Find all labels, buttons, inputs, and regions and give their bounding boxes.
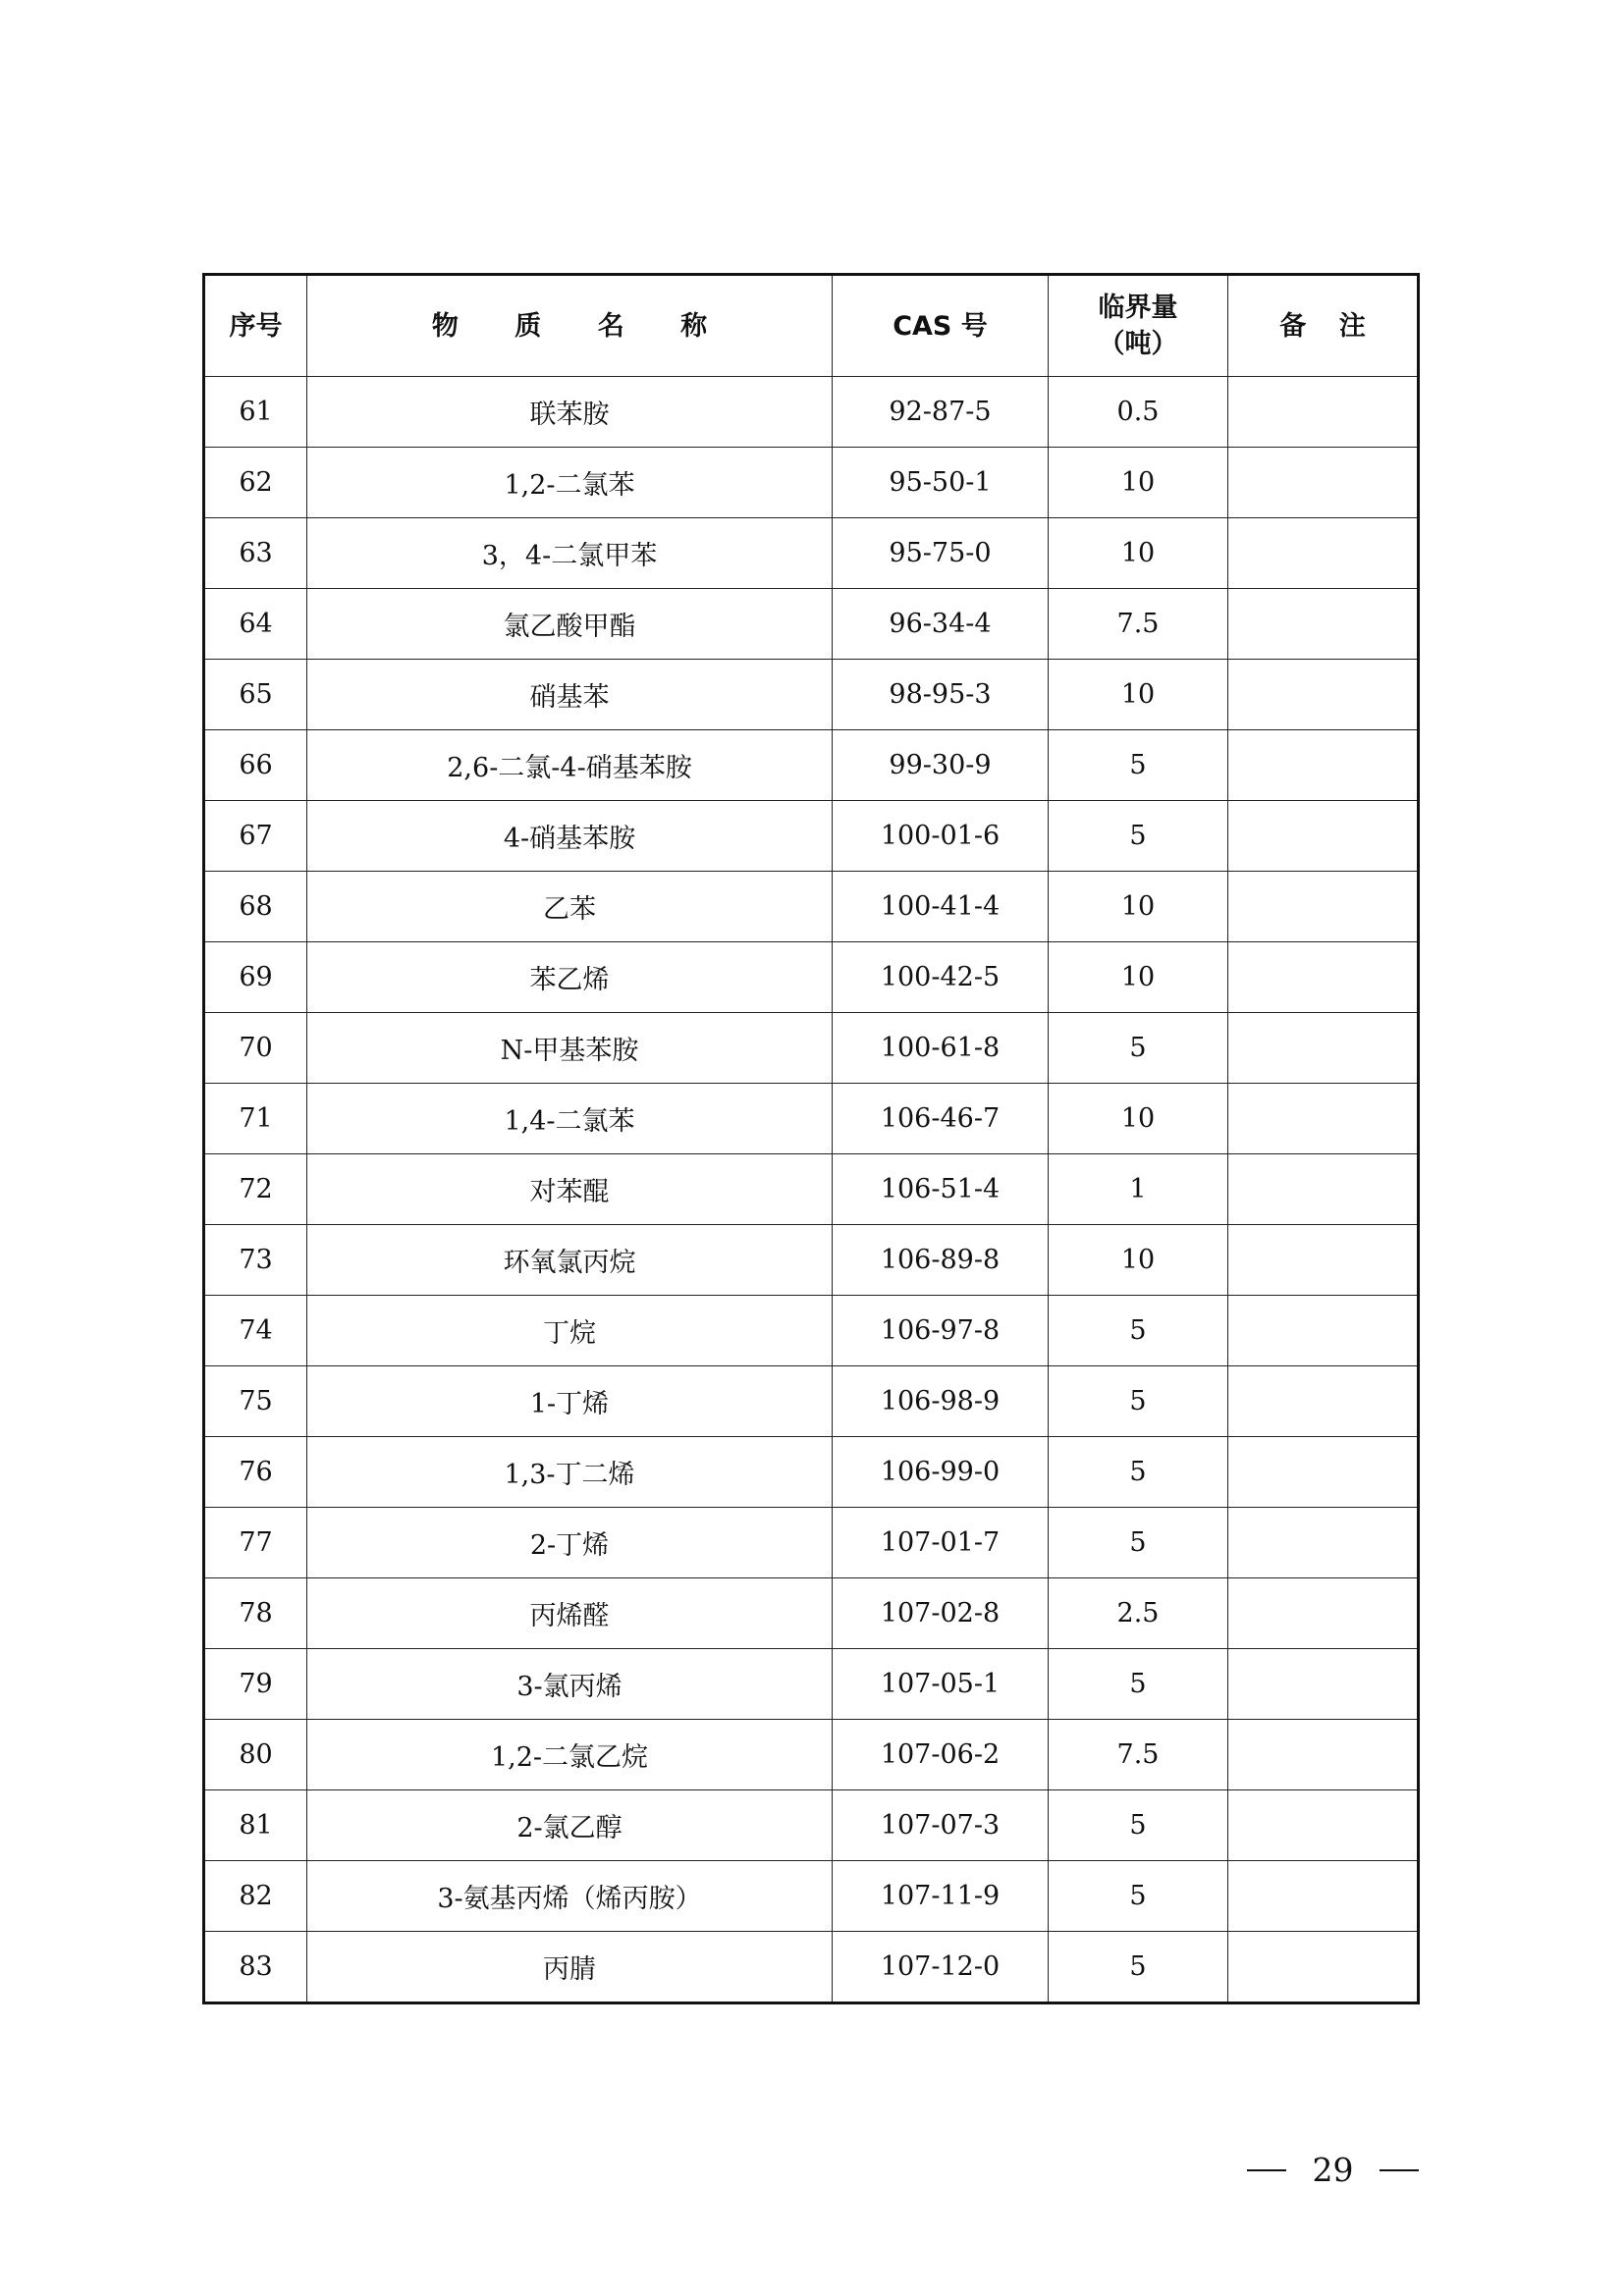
cell-cas-number: 107-06-2 xyxy=(833,1720,1049,1790)
cell-substance-name: 1,2-二氯乙烷 xyxy=(307,1720,833,1790)
cell-threshold-quantity: 5 xyxy=(1049,1013,1228,1084)
cell-no: 83 xyxy=(204,1932,307,2003)
header-threshold-unit: （吨） xyxy=(1098,329,1178,359)
cell-threshold-quantity: 10 xyxy=(1049,448,1228,518)
cell-cas-number: 106-51-4 xyxy=(833,1154,1049,1225)
cell-threshold-quantity: 5 xyxy=(1049,1790,1228,1861)
cell-cas-number: 107-02-8 xyxy=(833,1578,1049,1649)
cell-threshold-quantity: 1 xyxy=(1049,1154,1228,1225)
cell-note xyxy=(1228,801,1419,872)
cell-note xyxy=(1228,1084,1419,1154)
cell-no: 61 xyxy=(204,377,307,448)
cell-note xyxy=(1228,872,1419,942)
cell-substance-name: 环氧氯丙烷 xyxy=(307,1225,833,1296)
table-row xyxy=(204,1225,1419,1296)
cell-no: 67 xyxy=(204,801,307,872)
table-row xyxy=(204,1437,1419,1508)
table-row xyxy=(204,942,1419,1013)
cell-substance-name: 1-丁烯 xyxy=(307,1366,833,1437)
cell-cas-number: 107-01-7 xyxy=(833,1508,1049,1578)
cell-note xyxy=(1228,1296,1419,1366)
cell-note xyxy=(1228,660,1419,730)
table-row xyxy=(204,730,1419,801)
table-row xyxy=(204,801,1419,872)
cell-no: 78 xyxy=(204,1578,307,1649)
cell-cas-number: 107-11-9 xyxy=(833,1861,1049,1932)
table-row xyxy=(204,1861,1419,1932)
cell-no: 75 xyxy=(204,1366,307,1437)
cell-note xyxy=(1228,1508,1419,1578)
page-footer xyxy=(1247,2151,1419,2189)
cell-no: 80 xyxy=(204,1720,307,1790)
cell-cas-number: 107-12-0 xyxy=(833,1932,1049,2003)
cell-threshold-quantity: 5 xyxy=(1049,730,1228,801)
cell-threshold-quantity: 7.5 xyxy=(1049,1720,1228,1790)
cell-no: 64 xyxy=(204,589,307,660)
cell-threshold-quantity: 5 xyxy=(1049,801,1228,872)
page-number: 29 xyxy=(1312,2151,1354,2189)
table-row xyxy=(204,1154,1419,1225)
table-row xyxy=(204,448,1419,518)
cell-note xyxy=(1228,1720,1419,1790)
cell-note xyxy=(1228,1861,1419,1932)
table-row xyxy=(204,1720,1419,1790)
cell-cas-number: 95-50-1 xyxy=(833,448,1049,518)
cell-substance-name: 丙腈 xyxy=(307,1932,833,2003)
cell-threshold-quantity: 5 xyxy=(1049,1861,1228,1932)
cell-no: 65 xyxy=(204,660,307,730)
cell-cas-number: 92-87-5 xyxy=(833,377,1049,448)
cell-substance-name: 3，4-二氯甲苯 xyxy=(307,518,833,589)
cell-threshold-quantity: 0.5 xyxy=(1049,377,1228,448)
cell-no: 71 xyxy=(204,1084,307,1154)
cell-no: 62 xyxy=(204,448,307,518)
cell-substance-name: N-甲基苯胺 xyxy=(307,1013,833,1084)
cell-no: 68 xyxy=(204,872,307,942)
cell-note xyxy=(1228,1932,1419,2003)
cell-substance-name: 1,2-二氯苯 xyxy=(307,448,833,518)
cell-substance-name: 4-硝基苯胺 xyxy=(307,801,833,872)
cell-no: 79 xyxy=(204,1649,307,1720)
table-row xyxy=(204,1932,1419,2003)
cell-substance-name: 2,6-二氯-4-硝基苯胺 xyxy=(307,730,833,801)
cell-substance-name: 对苯醌 xyxy=(307,1154,833,1225)
cell-no: 77 xyxy=(204,1508,307,1578)
cell-threshold-quantity: 5 xyxy=(1049,1508,1228,1578)
cell-substance-name: 3-氨基丙烯（烯丙胺） xyxy=(307,1861,833,1932)
table-body xyxy=(204,377,1419,2003)
table-row xyxy=(204,1013,1419,1084)
cell-threshold-quantity: 10 xyxy=(1049,518,1228,589)
cell-cas-number: 106-46-7 xyxy=(833,1084,1049,1154)
cell-cas-number: 107-07-3 xyxy=(833,1790,1049,1861)
cell-threshold-quantity: 5 xyxy=(1049,1649,1228,1720)
table-row xyxy=(204,1366,1419,1437)
cell-note xyxy=(1228,589,1419,660)
table-row xyxy=(204,1790,1419,1861)
cell-cas-number: 96-34-4 xyxy=(833,589,1049,660)
table-row xyxy=(204,660,1419,730)
table-row xyxy=(204,1508,1419,1578)
cell-no: 72 xyxy=(204,1154,307,1225)
header-threshold-label: 临界量 xyxy=(1098,293,1178,323)
cell-note xyxy=(1228,1578,1419,1649)
cell-cas-number: 100-41-4 xyxy=(833,872,1049,942)
header-cas: CAS 号 xyxy=(833,275,1049,377)
cell-note xyxy=(1228,1437,1419,1508)
header-name xyxy=(307,275,833,377)
cell-substance-name: 乙苯 xyxy=(307,872,833,942)
cell-cas-number: 100-01-6 xyxy=(833,801,1049,872)
cell-threshold-quantity: 10 xyxy=(1049,1084,1228,1154)
cell-cas-number: 107-05-1 xyxy=(833,1649,1049,1720)
cell-no: 82 xyxy=(204,1861,307,1932)
cell-substance-name: 2-丁烯 xyxy=(307,1508,833,1578)
cell-substance-name: 3-氯丙烯 xyxy=(307,1649,833,1720)
cell-substance-name: 丙烯醛 xyxy=(307,1578,833,1649)
table-row xyxy=(204,377,1419,448)
substance-table xyxy=(202,273,1420,2004)
cell-note xyxy=(1228,377,1419,448)
header-threshold xyxy=(1049,275,1228,377)
footer-dash-right xyxy=(1380,2169,1419,2171)
table-header-row xyxy=(204,275,1419,377)
cell-no: 73 xyxy=(204,1225,307,1296)
table-row xyxy=(204,589,1419,660)
cell-cas-number: 106-99-0 xyxy=(833,1437,1049,1508)
cell-substance-name: 联苯胺 xyxy=(307,377,833,448)
cell-threshold-quantity: 10 xyxy=(1049,942,1228,1013)
cell-note xyxy=(1228,1790,1419,1861)
cell-no: 76 xyxy=(204,1437,307,1508)
cell-cas-number: 100-42-5 xyxy=(833,942,1049,1013)
cell-substance-name: 1,3-丁二烯 xyxy=(307,1437,833,1508)
cell-substance-name: 苯乙烯 xyxy=(307,942,833,1013)
cell-note xyxy=(1228,730,1419,801)
cell-cas-number: 98-95-3 xyxy=(833,660,1049,730)
cell-cas-number: 106-97-8 xyxy=(833,1296,1049,1366)
cell-substance-name: 丁烷 xyxy=(307,1296,833,1366)
cell-cas-number: 99-30-9 xyxy=(833,730,1049,801)
header-name-text: 物 质 名 称 xyxy=(431,310,731,342)
cell-threshold-quantity: 10 xyxy=(1049,872,1228,942)
cell-note xyxy=(1228,1225,1419,1296)
table-row xyxy=(204,1578,1419,1649)
cell-substance-name: 硝基苯 xyxy=(307,660,833,730)
cell-threshold-quantity: 5 xyxy=(1049,1296,1228,1366)
cell-threshold-quantity: 10 xyxy=(1049,660,1228,730)
cell-threshold-quantity: 5 xyxy=(1049,1366,1228,1437)
cell-note xyxy=(1228,1649,1419,1720)
cell-threshold-quantity: 7.5 xyxy=(1049,589,1228,660)
header-note: 备 注 xyxy=(1228,275,1419,377)
cell-no: 81 xyxy=(204,1790,307,1861)
cell-note xyxy=(1228,518,1419,589)
cell-note xyxy=(1228,1366,1419,1437)
table-row xyxy=(204,1084,1419,1154)
cell-threshold-quantity: 2.5 xyxy=(1049,1578,1228,1649)
cell-substance-name: 1,4-二氯苯 xyxy=(307,1084,833,1154)
footer-dash-left xyxy=(1247,2169,1286,2171)
cell-cas-number: 106-98-9 xyxy=(833,1366,1049,1437)
cell-no: 70 xyxy=(204,1013,307,1084)
table-row xyxy=(204,1296,1419,1366)
cell-cas-number: 95-75-0 xyxy=(833,518,1049,589)
cell-substance-name: 2-氯乙醇 xyxy=(307,1790,833,1861)
cell-cas-number: 100-61-8 xyxy=(833,1013,1049,1084)
header-no: 序号 xyxy=(204,275,307,377)
cell-substance-name: 氯乙酸甲酯 xyxy=(307,589,833,660)
cell-note xyxy=(1228,1013,1419,1084)
cell-no: 63 xyxy=(204,518,307,589)
cell-cas-number: 106-89-8 xyxy=(833,1225,1049,1296)
cell-note xyxy=(1228,448,1419,518)
cell-threshold-quantity: 5 xyxy=(1049,1932,1228,2003)
cell-no: 74 xyxy=(204,1296,307,1366)
cell-no: 69 xyxy=(204,942,307,1013)
cell-no: 66 xyxy=(204,730,307,801)
table-row xyxy=(204,1649,1419,1720)
cell-threshold-quantity: 10 xyxy=(1049,1225,1228,1296)
table-row xyxy=(204,518,1419,589)
cell-threshold-quantity: 5 xyxy=(1049,1437,1228,1508)
cell-note xyxy=(1228,942,1419,1013)
cell-note xyxy=(1228,1154,1419,1225)
table-row xyxy=(204,872,1419,942)
